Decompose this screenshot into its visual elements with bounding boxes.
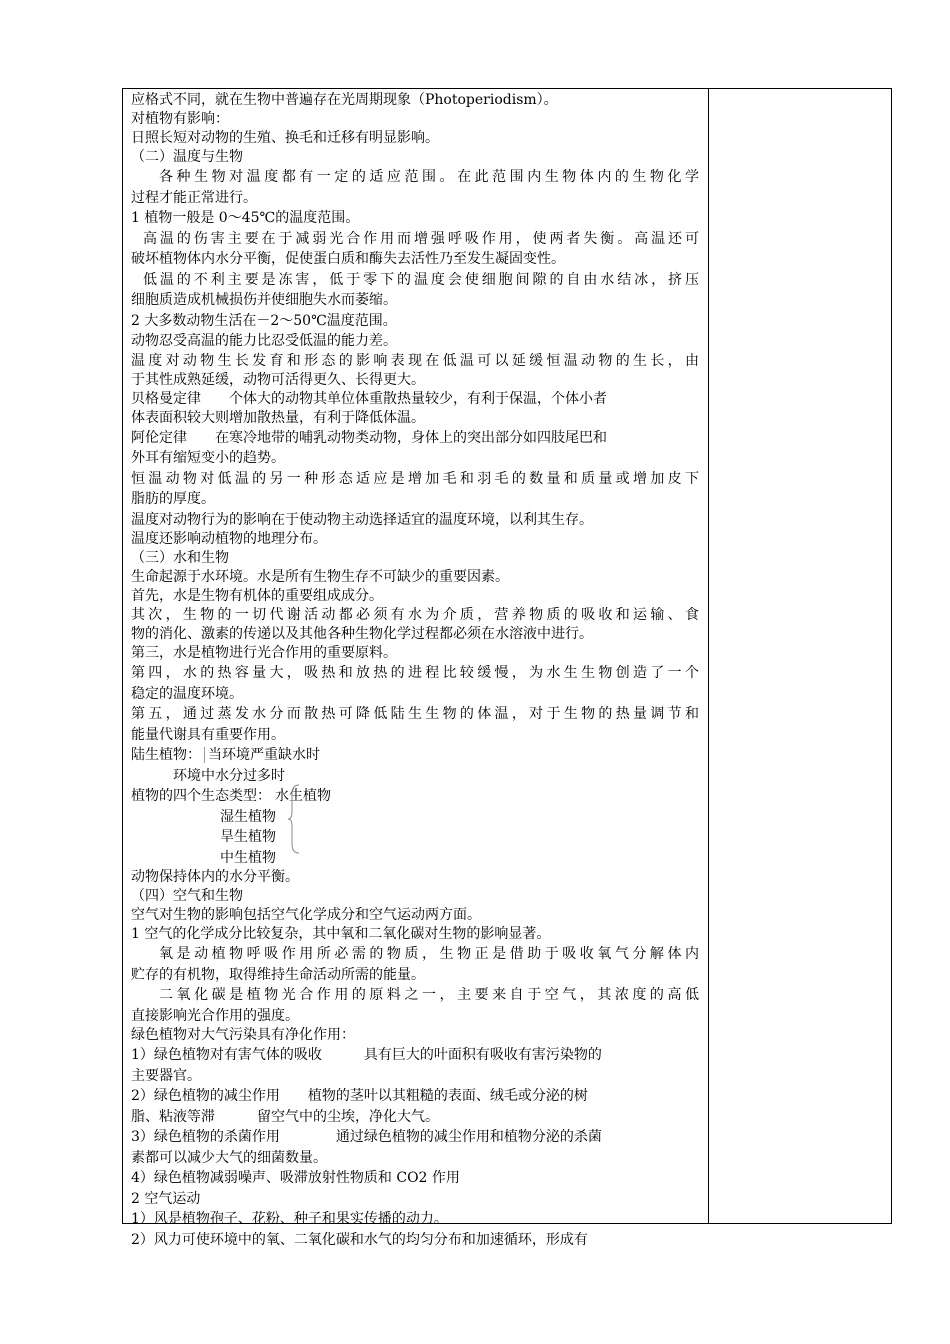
land-plant-label: 陆生植物： — [131, 747, 201, 763]
text-line: 对植物有影响： — [131, 111, 229, 127]
text-line: 第四，水的热容量大，吸热和放热的进程比较缓慢，为水生生物创造了一个 — [131, 665, 699, 681]
text-line: 于其性成熟延缓，动物可活得更久、长得更大。 — [131, 371, 425, 388]
text-line: 细胞质造成机械损伤并使细胞失水而萎缩。 — [131, 292, 397, 308]
text-line — [131, 390, 699, 409]
text-line: 氧是动植物呼吸作用所必需的物质，生物正是借助于吸收氧气分解体内 — [159, 946, 699, 962]
text-line: 直接影响光合作用的强度。 — [131, 1007, 299, 1024]
text-line: 其次，生物的一切代谢活动都必须有水为介质，营养物质的吸收和运输、食 — [131, 607, 699, 623]
main-text-column — [131, 91, 699, 1250]
land-plant-option: 环境中水分过多时 — [173, 767, 285, 784]
law-text: 个体大的动物其单位体重散热量较少，有利于保温，个体小者 — [229, 390, 607, 407]
text-line: 二氧化碳是植物光合作用的原料之一，主要来自于空气，其浓度的高低 — [159, 987, 699, 1003]
text-line: 第五，通过蒸发水分而散热可降低陆生生物的体温，对于生物的热量调节和 — [131, 706, 699, 722]
text-line: 动物保持体内的水分平衡。 — [131, 869, 299, 885]
list-item-text: 具有巨大的叶面积有吸收有害污染物的 — [363, 1047, 602, 1063]
text-line: 素都可以减少大气的细菌数量。 — [131, 1149, 327, 1166]
text-line: 应格式不同，就在生物中普遍存在光周期现象（Photoperiodism）。 — [131, 92, 558, 108]
section-heading: （三）水和生物 — [131, 550, 229, 566]
text-line: 温度还影响动植物的地理分布。 — [131, 531, 327, 547]
section-heading: （二）温度与生物 — [131, 149, 243, 165]
text-line: 外耳有缩短变小的趋势。 — [131, 450, 285, 466]
text-line: 破坏植物体内水分平衡，促使蛋白质和酶失去活性乃至发生凝固变性。 — [131, 251, 565, 267]
text-line — [131, 1127, 699, 1148]
list-item-title: 1）绿色植物对有害气体的吸收 — [131, 1047, 322, 1063]
text-line: 脂肪的厚度。 — [131, 491, 215, 507]
text-line — [131, 1086, 699, 1107]
plant-type: 旱生植物 — [220, 829, 276, 845]
text-line — [131, 1045, 699, 1066]
text-line: 过程才能正常进行。 — [131, 189, 257, 206]
text-line: 温度对动物生长发育和形态的影响表现在低温可以延缓恒温动物的生长，由 — [131, 352, 699, 369]
text-line: 低温的不利主要是冻害，低于零下的温度会使细胞间隙的自由水结冰，挤压 — [143, 271, 699, 288]
text-line: 1）风是植物孢子、花粉、种子和果实传播的动力。 — [131, 1211, 448, 1227]
list-item-text: 植物的茎叶以其粗糙的表面、绒毛或分泌的树 — [307, 1088, 588, 1104]
text-line: 能量代谢具有重要作用。 — [131, 726, 285, 743]
text-line: 2 空气运动 — [131, 1190, 201, 1207]
plant-type: 水生植物 — [275, 788, 331, 804]
text-line: 绿色植物对大气污染具有净化作用： — [131, 1027, 355, 1043]
plant-type: 中生植物 — [220, 849, 276, 866]
law-name: 贝格曼定律 — [131, 390, 201, 407]
text-line: 动物忍受高温的能力比忍受低温的能力差。 — [131, 333, 397, 349]
list-item-text: 脂、粘液等滞 — [131, 1108, 215, 1125]
law-name: 阿伦定律 — [131, 429, 187, 446]
text-line: 4）绿色植物减弱噪声、吸滞放射性物质和 CO2 作用 — [131, 1170, 460, 1186]
curly-brace-icon — [288, 784, 300, 854]
text-line: 恒温动物对低温的另一种形态适应是增加毛和羽毛的数量和质量或增加皮下 — [131, 470, 699, 487]
table-column-divider — [708, 88, 709, 1224]
text-line — [131, 745, 699, 766]
text-line: 温度对动物行为的影响在于使动物主动选择适宜的温度环境，以利其生存。 — [131, 511, 593, 528]
text-line: 生命起源于水环境。水是所有生物生存不可缺少的重要因素。 — [131, 569, 509, 585]
text-line: 各种生物对温度都有一定的适应范围。在此范围内生物体内的生物化学 — [159, 169, 699, 185]
list-item-text: 留空气中的尘埃，净化大气。 — [257, 1108, 439, 1125]
text-line: 物的消化、激素的传递以及其他各种生物化学过程都必须在水溶液中进行。 — [131, 626, 593, 642]
text-line: 高温的伤害主要在于减弱光合作用而增强呼吸作用，使两者失衡。高温还可 — [143, 230, 699, 247]
text-line: 1 植物一般是 0～45℃的温度范围。 — [131, 210, 360, 226]
text-line: 第三，水是植物进行光合作用的重要原料。 — [131, 645, 397, 661]
text-line: 日照长短对动物的生殖、换毛和迁移有明显影响。 — [131, 130, 439, 146]
text-line — [131, 428, 699, 449]
list-item-title: 3）绿色植物的杀菌作用 — [131, 1129, 280, 1145]
text-line: 2 大多数动物生活在－2～50℃温度范围。 — [131, 312, 397, 329]
plant-type: 湿生植物 — [220, 808, 276, 825]
text-line: 首先，水是生物有机体的重要组成成分。 — [131, 588, 383, 604]
law-text: 在寒冷地带的哺乳动物类动物，身体上的突出部分如四肢尾巴和 — [215, 429, 607, 446]
text-line — [131, 1107, 699, 1128]
list-item-text: 通过绿色植物的减尘作用和植物分泌的杀菌 — [335, 1129, 602, 1145]
text-line: 1 空气的化学成分比较复杂，其中氧和二氧化碳对生物的影响显著。 — [131, 926, 551, 942]
list-item-title: 2）绿色植物的减尘作用 — [131, 1088, 280, 1104]
text-line: 空气对生物的影响包括空气化学成分和空气运动两方面。 — [131, 907, 481, 923]
text-line: 体表面积较大则增加散热量，有利于降低体温。 — [131, 409, 425, 426]
text-line: 稳定的温度环境。 — [131, 685, 243, 702]
text-line: 贮存的有机物，取得维持生命活动所需的能量。 — [131, 966, 425, 983]
text-line — [131, 786, 699, 807]
text-line: 2）风力可使环境中的氧、二氧化碳和水气的均匀分布和加速循环，形成有 — [131, 1231, 588, 1248]
text-line: 主要器官。 — [131, 1067, 201, 1084]
plant-types-label: 植物的四个生态类型： — [131, 788, 271, 804]
land-plant-option: 当环境严重缺水时 — [204, 747, 320, 763]
section-heading: （四）空气和生物 — [131, 888, 243, 904]
